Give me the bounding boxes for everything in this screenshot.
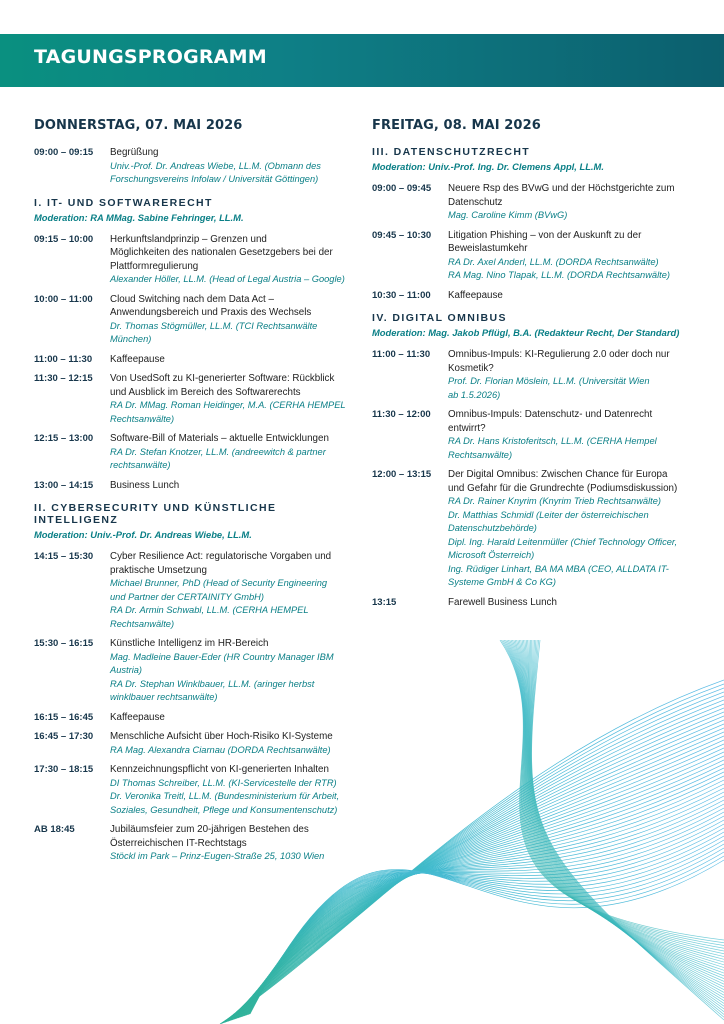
entry-time: 14:15 – 15:30 [34,551,94,562]
entry-speaker-line: DI Thomas Schreiber, LL.M. (KI-Servicestelle der RTR) [110,777,337,788]
entry-speaker-line: Stöckl im Park – Prinz-Eugen-Straße 25, 1030 Wien [110,851,325,861]
entry-content [110,146,352,187]
entry-title-line: Omnibus-Impuls: KI-Regulierung 2.0 oder doch nur [448,349,670,360]
entry-speaker-line: Systeme GmbH & Co KG) [448,577,556,587]
wave-line [532,640,724,1020]
entry-content [448,408,692,462]
entry-speaker-line: Univ.-Prof. Dr. Andreas Wiebe, LL.M. (Obmann des [110,160,321,171]
day-heading-friday: FREITAG, 08. MAI 2026 [372,118,541,133]
entry-speaker-line: winklbauer rechtsanwälte) [110,692,218,702]
entry-time: 17:30 – 18:15 [34,764,94,775]
entry-title-line: Menschliche Aufsicht über Hoch-Risiko KI-Systeme [110,731,333,742]
section-entries-it [34,233,352,493]
entry-speaker-line: RA Dr. Hans Kristoferitsch, LL.M. (CERHA Hempel [448,436,657,446]
entry-content [110,730,352,757]
entry-speaker-line: Rechtsanwälte) [110,618,175,629]
entry-title-line: Cloud Switching nach dem Data Act – [110,293,274,305]
section-title-datenschutz: III. DATENSCHUTZRECHT [372,146,531,158]
entry-title-line: Kosmetik? [448,362,494,374]
moderation-datenschutz: Moderation: Univ.-Prof. Ing. Dr. Clemens Appl, LL.M. [372,161,604,172]
entry-speaker-line: RA Mag. Alexandra Ciarnau (DORDA Rechtsanwälte) [110,744,331,755]
entry-content [110,479,352,493]
entry-speaker-line: Mag. Madleine Bauer-Eder (HR Country Manager IBM [110,651,334,662]
schedule-entry [34,432,352,473]
entry-speaker-line: Dr. Veronika Treitl, LL.M. (Bundesministerium für Arbeit, [110,791,340,801]
schedule-entry [34,146,352,187]
friday-column [372,118,692,615]
schedule-entry [34,823,352,864]
schedule-entry [372,408,692,462]
entry-content [110,763,352,817]
entry-speaker-line: RA Dr. Armin Schwabl, LL.M. (CERHA HEMPEL [110,605,309,615]
wave-line [523,640,724,987]
entry-time: 10:30 – 11:00 [372,289,431,301]
entry-time: 11:30 – 12:15 [34,373,93,384]
entry-speaker-line: Microsoft Österreich) [448,550,535,560]
entry-time: 11:30 – 12:00 [372,409,431,420]
schedule-entry [372,596,692,610]
entry-speaker-line: rechtsanwälte) [110,460,171,470]
section-entries-cyber [34,550,352,864]
entry-title-line: Begrüßung [110,147,159,158]
moderation-omnibus: Moderation: Mag. Jakob Pflügl, B.A. (Redakteur Recht, Der Standard) [372,327,680,338]
wave-line [508,640,724,957]
section-entries-omnibus [372,348,692,609]
schedule-entry [372,468,692,590]
wave-line [503,640,724,946]
day-heading-thursday: DONNERSTAG, 07. MAI 2026 [34,118,243,133]
schedule-entry [34,550,352,631]
entry-title-line: Möglichkeiten des nationalen Gesetzgebers bei der [110,247,333,258]
section-title-cyber: II. CYBERSECURITY UND KÜNSTLICHE INTELLIGENZ [34,502,277,526]
schedule-entry [34,637,352,705]
entry-speaker-line: Austria) [110,665,143,675]
entry-speaker-line: Michael Brunner, PhD (Head of Security Engineering [110,578,328,588]
entry-title-line: Kaffeepause [110,711,165,723]
entry-content [110,637,352,705]
entry-content [448,468,692,590]
entry-content [110,293,352,347]
opening-entries [34,146,352,187]
entry-content [448,289,692,303]
entry-title-line: praktische Umsetzung [110,564,207,576]
entry-title-line: Litigation Phishing – von der Auskunft zu der [448,229,642,241]
entry-time: 16:15 – 16:45 [34,711,94,723]
wave-line [531,640,724,1017]
entry-content [448,596,692,610]
moderation-it: Moderation: RA MMag. Sabine Fehringer, LL.M. [34,211,244,223]
entry-content [448,229,692,283]
entry-title-line: Beweislastumkehr [448,243,528,254]
wave-line [530,640,724,1001]
entry-speaker-line: Dr. Thomas Stögmüller, LL.M. (TCI Rechtsanwälte [110,320,318,331]
wave-line [512,640,724,965]
wave-line [507,640,724,954]
schedule-entry [34,372,352,426]
entry-speaker-line: Ing. Rüdiger Linhart, BA MA MBA (CEO, ALLDATA IT- [448,563,669,574]
entry-title-line: Kennzeichnungspflicht von KI-generierten Inhalten [110,764,329,775]
entry-title-line: Cyber Resilience Act: regulatorische Vorgaben und [110,551,332,562]
entry-title-line: Business Lunch [110,479,180,491]
entry-time: 11:00 – 11:30 [372,349,431,360]
entry-speaker-line: Soziales, Gesundheit, Pflege und Konsumentenschutz) [110,804,338,815]
entry-content [110,353,352,367]
entry-time: 15:30 – 16:15 [34,638,94,649]
entry-title-line: Österreichischen IT-Rechtstags [110,837,247,849]
entry-time: 09:45 – 10:30 [372,229,432,241]
entry-content [110,372,352,426]
schedule-entry [34,233,352,287]
entry-speaker-line: Alexander Höller, LL.M. (Head of Legal Austria – Google) [110,274,345,284]
entry-time: 09:15 – 10:00 [34,233,94,245]
section-title-it: I. IT- UND SOFTWARERECHT [34,196,213,209]
header-band [0,34,724,87]
entry-speaker-line: Rechtsanwälte) [110,413,175,424]
entry-title-line: entwirrt? [448,422,486,434]
entry-title-line: Jubiläumsfeier zum 20-jährigen Bestehen des [110,824,309,835]
entry-title-line: und Ausblick im Bereich des Softwarerechts [110,386,301,398]
entry-speaker-line: München) [110,334,152,344]
entry-content [448,348,692,402]
entry-speaker-line: Rechtsanwälte) [448,449,513,460]
section-entries-datenschutz [372,182,692,302]
thursday-column [34,118,352,870]
entry-title-line: Neuere Rsp des BVwG und der Höchstgerichte zum [448,183,675,194]
entry-speaker-line: RA Dr. Stefan Knotzer, LL.M. (andreewitch & partner [110,446,326,457]
entry-content [110,711,352,725]
schedule-entry [34,479,352,493]
entry-speaker-line: Dr. Matthias Schmidl (Leiter der österreichischen [448,509,649,520]
schedule-entry [34,730,352,757]
entry-time: 09:00 – 09:45 [372,183,432,194]
entry-speaker-line: RA Dr. MMag. Roman Heidinger, M.A. (CERHA HEMPEL [110,400,346,410]
entry-speaker-line: und Partner der CERTAINITY GmbH) [110,591,264,602]
entry-speaker-line: RA Dr. Axel Anderl, LL.M. (DORDA Rechtsanwälte) [448,256,659,267]
entry-time: 12:00 – 13:15 [372,469,432,480]
entry-title-line: Datenschutz [448,196,503,208]
entry-time: 12:15 – 13:00 [34,433,94,444]
entry-content [110,823,352,864]
schedule-entry [34,763,352,817]
entry-title-line: Anwendungsbereich und Praxis des Wechsels [110,307,312,318]
schedule-entry [372,182,692,223]
entry-title-line: und Gefahr für die Grundrechte (Podiumsdiskussion) [448,482,678,494]
entry-time: 13:15 [372,596,397,608]
entry-speaker-line: Datenschutzbehörde) [448,523,537,533]
section-title-omnibus: IV. DIGITAL OMNIBUS [372,312,507,324]
entry-content [110,233,352,287]
entry-speaker-line: RA Mag. Nino Tlapak, LL.M. (DORDA Rechtsanwälte) [448,270,670,280]
entry-title-line: Omnibus-Impuls: Datenschutz- und Datenrecht [448,409,653,420]
schedule-entry [34,711,352,725]
entry-time: 11:00 – 11:30 [34,353,93,365]
entry-speaker-line: ab 1.5.2026) [448,389,501,400]
moderation-cyber: Moderation: Univ.-Prof. Dr. Andreas Wiebe, LL.M. [34,529,252,540]
schedule-entry [372,348,692,402]
entry-speaker-line: Forschungsvereins Infolaw / Universität Göttingen) [110,174,319,184]
entry-title-line: Software-Bill of Materials – aktuelle Entwicklungen [110,433,329,444]
entry-time: AB 18:45 [34,824,75,835]
entry-title-line: Kaffeepause [110,353,165,365]
entry-time: 09:00 – 09:15 [34,147,94,158]
entry-speaker-line: RA Dr. Rainer Knyrim (Knyrim Trieb Rechtsanwälte) [448,496,662,506]
entry-title-line: Der Digital Omnibus: Zwischen Chance für Europa [448,469,668,480]
entry-time: 10:00 – 11:00 [34,293,93,305]
entry-content [448,182,692,223]
entry-title-line: Plattformregulierung [110,260,199,272]
entry-time: 13:00 – 14:15 [34,479,94,491]
entry-title-line: Kaffeepause [448,289,503,301]
entry-content [110,550,352,631]
schedule-entry [372,289,692,303]
wave-line [526,640,724,992]
page-title: TAGUNGSPROGRAMM [34,46,267,68]
entry-speaker-line: RA Dr. Stephan Winklbauer, LL.M. (aringer herbst [110,678,315,689]
entry-time: 16:45 – 17:30 [34,731,94,742]
entry-title-line: Von UsedSoft zu KI-generierter Software: Rückblick [110,373,335,384]
entry-title-line: Künstliche Intelligenz im HR-Bereich [110,638,269,649]
schedule-entry [372,229,692,283]
entry-content [110,432,352,473]
entry-title-line: Herkunftslandprinzip – Grenzen und [110,233,267,245]
schedule-entry [34,353,352,367]
entry-speaker-line: Dipl. Ing. Harald Leitenmüller (Chief Technology Officer, [448,536,678,547]
entry-speaker-line: Mag. Caroline Kimm (BVwG) [448,210,568,220]
entry-title-line: Farewell Business Lunch [448,596,557,608]
entry-speaker-line: Prof. Dr. Florian Möslein, LL.M. (Universität Wien [448,376,650,386]
schedule-entry [34,293,352,347]
